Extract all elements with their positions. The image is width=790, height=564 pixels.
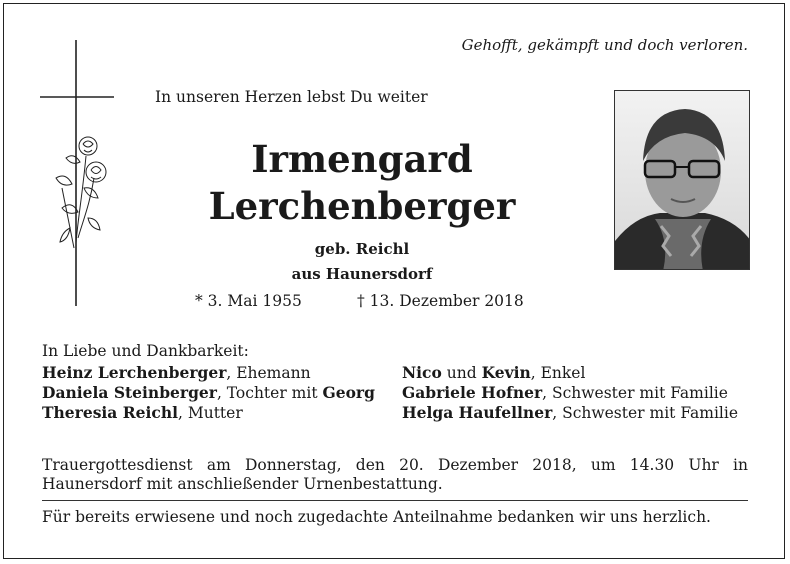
list-item: Gabriele Hofner, Schwester mit Familie	[402, 383, 728, 402]
divider	[42, 500, 748, 501]
list-item: Nico und Kevin, Enkel	[402, 363, 586, 382]
intro-line: In unseren Herzen lebst Du weiter	[155, 88, 428, 106]
thanks-heading: In Liebe und Dankbarkeit:	[42, 342, 249, 360]
deceased-last-name: Lerchenberger	[208, 184, 516, 228]
list-item: Theresia Reichl, Mutter	[42, 403, 243, 422]
cross-with-roses-icon	[40, 38, 120, 308]
list-item: Heinz Lerchenberger, Ehemann	[42, 363, 311, 382]
deceased-first-name: Irmengard	[251, 137, 473, 181]
mourners-right	[402, 363, 738, 423]
footer-thanks: Für bereits erwiesene und noch zugedachte Anteilnahme bedanken wir uns herzlich.	[42, 508, 711, 526]
motto: Gehofft, gekämpft und doch verloren.	[461, 36, 748, 54]
maiden-name: geb. Reichl	[314, 240, 410, 258]
list-item: Helga Haufellner, Schwester mit Familie	[402, 403, 738, 422]
death-date: † 13. Dezember 2018	[357, 292, 524, 310]
birth-date: * 3. Mai 1955	[195, 292, 302, 310]
list-item: Daniela Steinberger, Tochter mit Georg	[42, 383, 375, 402]
service-announcement: Trauergottesdienst am Donnerstag, den 20. Dezember 2018, um 14.30 Uhr in Haunersdorf mit anschließender Urnenbestattung.	[42, 456, 748, 493]
mourners-left	[42, 363, 375, 423]
portrait-photo	[614, 90, 750, 270]
hometown: aus Haunersdorf	[291, 265, 433, 283]
